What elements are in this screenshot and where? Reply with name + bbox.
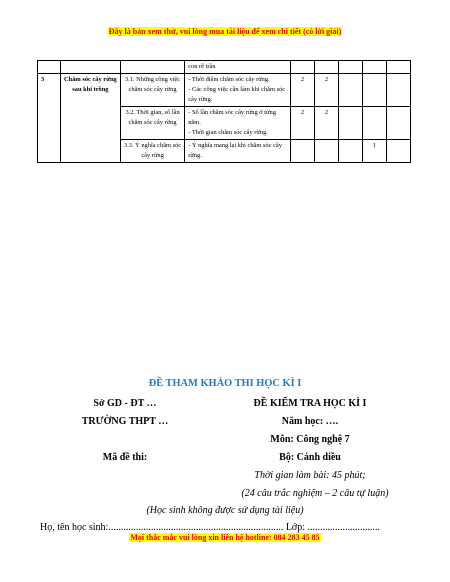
- level-cell: [386, 140, 410, 163]
- student-name-line: Họ, tên học sinh:...................................................................... Lớp: .............................: [40, 522, 380, 533]
- level-cell: [338, 140, 362, 163]
- unit-cell: 3.2. Thời gian, số lần chăm sóc cây rừng: [120, 107, 184, 140]
- level-cell: 2: [291, 74, 315, 107]
- level-cell: 2: [291, 107, 315, 140]
- unit-cell: 3.3. Ý nghĩa chăm sóc cây rừng: [120, 140, 184, 163]
- level-cell: [291, 140, 315, 163]
- reference-exam-title: ĐỀ THAM KHẢO THI HỌC KÌ I: [148, 378, 302, 389]
- level-cell: [338, 74, 362, 107]
- hotline-banner: [0, 533, 450, 542]
- materials-note: (Học sinh không được sử dụng tài liệu): [146, 505, 304, 516]
- table-row: [38, 61, 411, 74]
- section-number: 3: [38, 74, 61, 163]
- table-cell: con rễ trần: [185, 61, 291, 74]
- book-label: Bộ: Cánh diều: [279, 452, 341, 463]
- requirement-cell: [185, 140, 291, 163]
- preview-banner: [0, 27, 450, 36]
- level-cell: [338, 107, 362, 140]
- exam-code-label: Mã đề thi:: [102, 452, 148, 463]
- table-cell: [120, 61, 184, 74]
- school-label: TRƯỜNG THPT …: [81, 416, 169, 427]
- preview-banner-text: Đây là bản xem thử, vui lòng mua tài liệu để xem chi tiết (có lời giải): [108, 27, 342, 36]
- requirement-line: - Các công việc cần làm khi chăm sóc cây rừng.: [188, 86, 286, 103]
- table-cell: [291, 61, 315, 74]
- table-cell: [314, 61, 338, 74]
- subject-label: Môn: Công nghệ 7: [270, 434, 350, 445]
- level-cell: 2: [314, 74, 338, 107]
- level-cell: [386, 74, 410, 107]
- level-cell: [314, 140, 338, 163]
- requirement-line: - Số lần chăm sóc cây rừng ở từng năm.: [188, 109, 276, 126]
- question-mix-label: (24 câu trắc nghiệm – 2 câu tự luận): [241, 488, 389, 499]
- requirement-line: - Ý nghĩa mang lại khi chăm sóc cây rừng.: [188, 142, 282, 159]
- level-cell: 2: [314, 107, 338, 140]
- level-cell: [386, 107, 410, 140]
- level-cell: [362, 74, 386, 107]
- duration-label: Thời gian làm bài: 45 phút;: [254, 470, 366, 481]
- exam-title: ĐỀ KIỂM TRA HỌC KÌ I: [253, 398, 367, 409]
- department-label: Sở GD - ĐT …: [93, 398, 157, 409]
- level-cell: 1: [362, 140, 386, 163]
- table-cell: [38, 61, 61, 74]
- table-cell: [338, 61, 362, 74]
- table-row: [38, 74, 411, 107]
- requirement-cell: [185, 107, 291, 140]
- unit-cell: 3.1. Những công việc chăm sóc cây rừng: [120, 74, 184, 107]
- section-topic: Chăm sóc cây rừng sau khi trồng: [60, 74, 120, 163]
- school-year: Năm học: ….: [281, 416, 339, 427]
- table-cell: [362, 61, 386, 74]
- requirement-cell: [185, 74, 291, 107]
- requirement-line: - Thời điểm chăm sóc cây rừng.: [188, 76, 270, 83]
- table-cell: [386, 61, 410, 74]
- table-cell: [60, 61, 120, 74]
- requirement-line: - Thời gian chăm sóc cây rừng.: [188, 129, 268, 136]
- hotline-banner-text: Mọi thắc mắc vui lòng xin liên hệ hotline: 084 283 45 85: [130, 533, 320, 542]
- level-cell: [362, 107, 386, 140]
- content-table: [37, 60, 411, 163]
